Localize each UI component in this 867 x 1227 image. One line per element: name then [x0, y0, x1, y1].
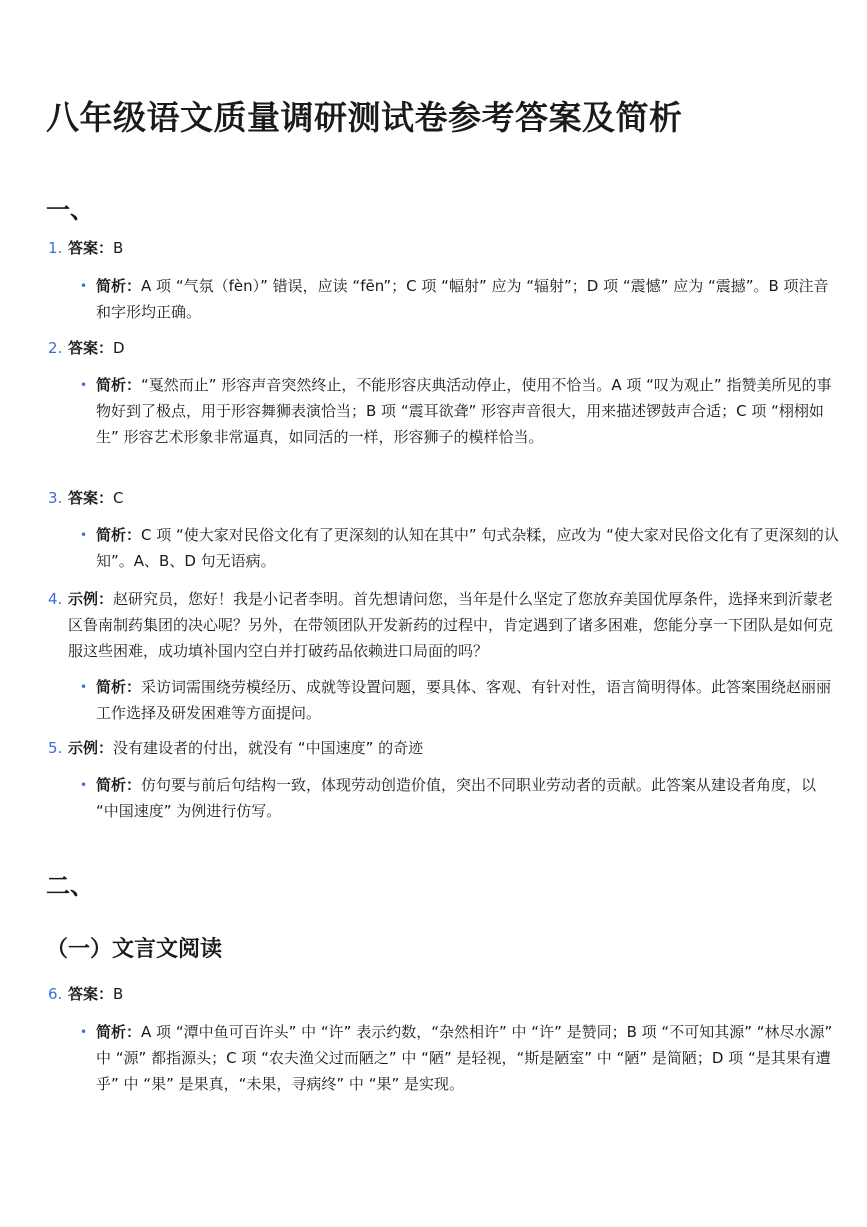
- analysis-text: 采访词需围绕劳模经历、成就等设置问题，要具体、客观、有针对性，语言简明得体。此答案围绕赵丽丽工作选择及研发困难等方面提问。: [96, 678, 832, 722]
- example-label: 示例: [68, 739, 99, 757]
- answer-item-4: [48, 586, 843, 664]
- answer-item-2: [48, 336, 843, 361]
- analysis-text: A 项 “潭中鱼可百许头” 中 “许” 表示约数，“杂然相许” 中 “许” 是赞同；B 项 “不可知其源” “林尽水源” 中 “源” 都指源头；C 项 “农夫渔父过而陋之” 中 “陋” 是轻视，“斯是陋室” 中 “陋” 是简陋；D 项 “是其果有遭乎” 中 “果” 是果真，“未果，寻病终” 中 “果” 是实现。: [96, 1023, 833, 1093]
- colon: ：: [126, 526, 142, 544]
- analysis-label: 简析: [96, 678, 127, 696]
- answer-label: 答案: [68, 239, 99, 257]
- analysis-text: C 项 “使大家对民俗文化有了更深刻的认知在其中” 句式杂糅，应改为 “使大家对民俗文化有了更深刻的认知”。A、B、D 句无语病。: [96, 526, 839, 570]
- analysis-label: 简析: [96, 376, 127, 394]
- colon: ：: [98, 489, 114, 507]
- item-number: 2.: [48, 339, 63, 357]
- example-text: 赵研究员，您好！我是小记者李明。首先想请问您，当年是什么坚定了您放弃美国优厚条件，选择来到沂蒙老区鲁南制药集团的决心呢？另外，在带领团队开发新药的过程中，肯定遇到了诸多困难，您能分享一下团队是如何克服这些困难，成功填补国内空白并打破药品依赖进口局面的吗？: [68, 590, 834, 660]
- colon: ：: [98, 339, 114, 357]
- example-text: 没有建设者的付出，就没有 “中国速度” 的奇迹: [113, 739, 424, 757]
- answer-value: D: [113, 339, 125, 357]
- bullet-icon: •: [80, 528, 88, 542]
- answer-item-3: [48, 486, 843, 511]
- bullet-icon: •: [80, 279, 88, 293]
- analysis-text: 仿句要与前后句结构一致，体现劳动创造价值，突出不同职业劳动者的贡献。此答案从建设者角度，以 “中国速度” 为例进行仿写。: [96, 776, 817, 820]
- colon: ：: [126, 376, 142, 394]
- analysis-label: 简析: [96, 1023, 127, 1041]
- bullet-icon: •: [80, 1025, 88, 1039]
- answer-value: C: [113, 489, 124, 507]
- page-title: 八年级语文质量调研测试卷参考答案及简析: [46, 98, 683, 137]
- analysis-text: “戛然而止” 形容声音突然终止，不能形容庆典活动停止，使用不恰当。A 项 “叹为观止” 指赞美所见的事物好到了极点，用于形容舞狮表演恰当；B 项 “震耳欲聋” 形容声音很大，用来描述锣鼓声合适；C 项 “栩栩如生” 形容艺术形象非常逼真，如同活的一样，形容狮子的模样恰当。: [96, 376, 832, 446]
- colon: ：: [98, 739, 114, 757]
- analysis-item-2: [80, 372, 842, 450]
- colon: ：: [126, 678, 142, 696]
- item-number: 5.: [48, 739, 63, 757]
- section-heading-2: 二、: [46, 872, 94, 900]
- colon: ：: [126, 277, 142, 295]
- analysis-label: 简析: [96, 526, 127, 544]
- colon: ：: [98, 590, 114, 608]
- answer-value: B: [113, 985, 124, 1003]
- analysis-item-5: [80, 772, 842, 824]
- item-number: 6.: [48, 985, 63, 1003]
- colon: ：: [98, 985, 114, 1003]
- colon: ：: [126, 776, 142, 794]
- answer-item-1: [48, 236, 843, 261]
- bullet-icon: •: [80, 378, 88, 392]
- analysis-item-3: [80, 522, 842, 574]
- answer-item-5: [48, 736, 843, 761]
- analysis-item-1: [80, 273, 842, 325]
- subsection-heading: （一）文言文阅读: [46, 937, 223, 962]
- analysis-item-4: [80, 674, 842, 726]
- analysis-label: 简析: [96, 776, 127, 794]
- analysis-label: 简析: [96, 277, 127, 295]
- item-number: 4.: [48, 590, 63, 608]
- example-label: 示例: [68, 590, 99, 608]
- item-number: 1.: [48, 239, 63, 257]
- answer-item-6: [48, 982, 843, 1007]
- colon: ：: [126, 1023, 142, 1041]
- colon: ：: [98, 239, 114, 257]
- analysis-item-6: [80, 1019, 842, 1097]
- section-heading-1: 一、: [46, 196, 94, 224]
- analysis-text: A 项 “气氛（fèn）” 错误，应读 “fēn”；C 项 “幅射” 应为 “辐射”；D 项 “震憾” 应为 “震撼”。B 项注音和字形均正确。: [96, 277, 829, 321]
- answer-label: 答案: [68, 339, 99, 357]
- item-number: 3.: [48, 489, 63, 507]
- bullet-icon: •: [80, 778, 88, 792]
- answer-label: 答案: [68, 489, 99, 507]
- bullet-icon: •: [80, 680, 88, 694]
- answer-value: B: [113, 239, 124, 257]
- answer-label: 答案: [68, 985, 99, 1003]
